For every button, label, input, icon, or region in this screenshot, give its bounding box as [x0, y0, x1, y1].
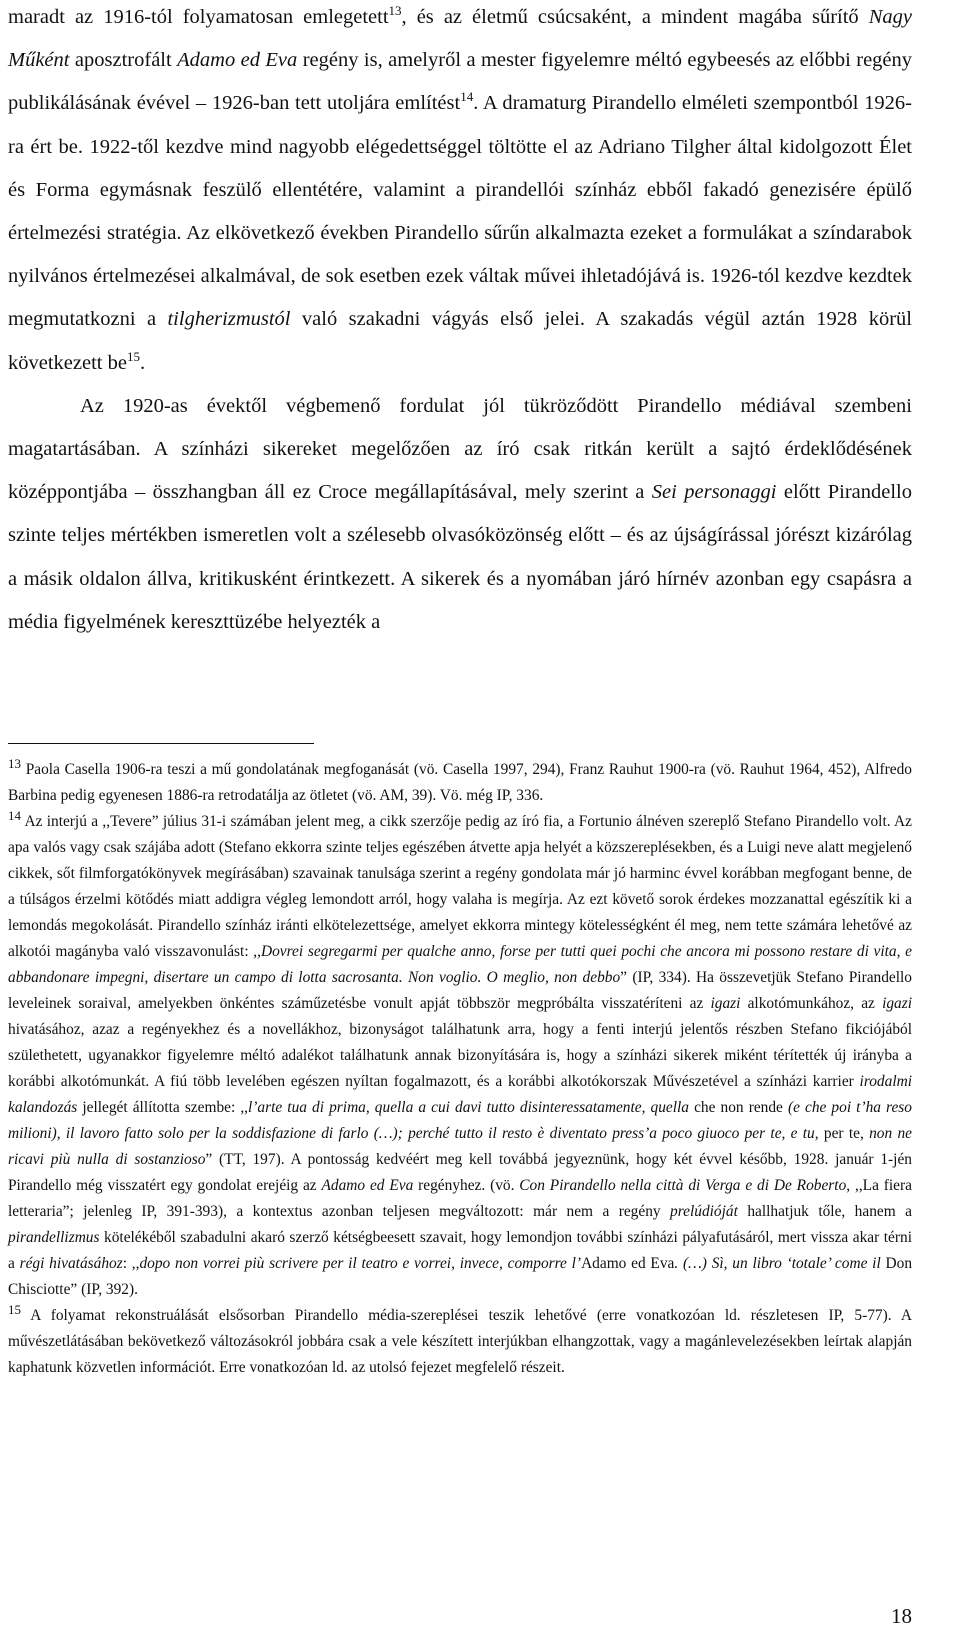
text-run: kötelékéből szabadulni akaró szerző kétségbeesett szavait, hogy lemondjon további színházi pályafutásáról, mert vissza akar térni a — [8, 1229, 912, 1272]
text-run: hallhatjuk tőle, hanem a — [737, 1203, 912, 1220]
text-run: alkotómunkához, az — [740, 995, 883, 1012]
footnotes — [8, 757, 912, 1381]
text-run: regény is, amelyről a mester figyelemre méltó egybeesés az előbbi regény publikálásának évével – 1926-ban tett utoljára említést — [8, 49, 913, 115]
text-run: che non rende — [689, 1099, 788, 1116]
text-run: hivatásához, azaz a regényekhez és a novellákhoz, bizonyságot találhatunk arra, hogy a fenti interjú jelentős részben Stefano fikciójából születhetett, ugyanakkor figyelemre méltó adalékot találhatunk annak bizonyítására is, hogy a színházi sikerek miként térítették új irányba a korábbi alkotómunkát. A fiú több levelében egészen nyíltan fogalmazott, és a korábbi alkotókorszak Művészetével a színházi karrier — [8, 1021, 912, 1090]
text-run: per te, — [818, 1125, 870, 1142]
italic-run: (e che poi t’ha reso milioni), il lavoro fatto solo per la soddisfazione di farlo (…); perché tutto il resto è diventato press’a poco giuoco per te, e tu, — [8, 1099, 912, 1142]
text-run: Az interjú a ,,Tevere” július 31-i számában jelent meg, a cikk szerzője pedig az író fia, a Fortunio álnéven szereplő Stefano Pirandello volt. Az apa valós vagy csak szájába adott (Stefano ekkorra szinte teljes egészében átvette apja helyét a közszereplésekben, és a Luigi neve alatt megjelenő cikkek, sőt filmforgatókönyvek megírásában) szavainak tanulsága szerint a regény gondolata már jó harminc évvel korábban megfogant benne, de a túlságos érzelmi kötődés miatt addigra végleg lemondott arról, hogy valaha is megírja. Az ezt követő sorok érdekes mozzanattal egészítik ki a lemondás megokolását. Pirandello színház iránti elkötelezettsége, amelyet ekkorra mintegy kötelességként él meg, nem tette számára lehetővé az alkotói magányba való visszavonulást: ,, — [8, 813, 912, 960]
footnote-mark: 15 — [8, 1301, 21, 1317]
italic-run: Con Pirandello nella città di Verga e di De Roberto — [519, 1177, 847, 1194]
footnote-separator — [8, 743, 314, 744]
text-run: jellegét állította szembe: ,, — [77, 1099, 249, 1116]
text-run: Adamo ed Eva — [581, 1255, 675, 1272]
footnote-14 — [8, 809, 912, 1303]
text-run: aposztrofált — [69, 49, 178, 72]
body-text — [8, 0, 912, 644]
page-number: 18 — [891, 1604, 912, 1628]
footnote-mark: 13 — [8, 755, 21, 771]
text-run: előtt Pirandello szinte teljes mértékben ismeretlen volt a szélesebb olvasóközönség előtt – és az újságírással jórészt kizárólag a másik oldalon állva, kritikusként érintkezett. A sikerek és a nyomában járó hírnév azonban egy csapásra a média figyelmének kereszttüzébe helyezték a — [8, 481, 913, 633]
paragraph-1 — [8, 0, 912, 385]
text-run: való szakadni vágyás első jelei. A szakadás végül aztán 1928 körül következett be — [8, 308, 913, 374]
text-run: regényhez. (vö. — [413, 1177, 520, 1194]
italic-run: dopo non vorrei più scrivere per il teatro e vorrei, invece, comporre l’ — [139, 1255, 582, 1272]
text-run: ” (IP, 334). Ha összevetjük Stefano Pirandello leveleinek soraival, amelyekben önkéntes száműzetésbe vonult apját többször megpróbálta visszatéríteni az — [8, 969, 913, 1012]
italic-run: tilgherizmustól — [167, 308, 291, 331]
footnote-text: A folyamat rekonstruálását elsősorban Pirandello média-szereplései teszik lehetővé (erre vonatkozóan ld. részletesen IP, 5-77). A művészetlátásában bekövetkező változásokról jobbára csak a vele készített interjúkban elhangzottak, vagy a magánlevelezésekben leírtak alapján kaphatunk közvetlen információt. Erre vonatkozóan ld. az utolsó fejezet megfelelő részeit. — [8, 1307, 912, 1376]
italic-run: régi hivatásához — [19, 1255, 123, 1272]
italic-run: Dovrei segregarmi per qualche anno, forse per tutti quei pochi che ancora mi possono restare di vita, e abbandonare impegni, disertare un campo di lotta sacrosanta. Non voglio. O meglio, non debbo — [8, 943, 912, 986]
italic-run: Adamo ed Eva — [321, 1177, 414, 1194]
text-run: maradt az 1916-tól folyamatosan emlegetett — [8, 6, 389, 28]
footnote-mark: 14 — [8, 807, 21, 823]
italic-run: Adamo ed Eva — [177, 49, 298, 72]
italic-run: non ne ricavi più nulla di sostanzioso — [8, 1125, 912, 1168]
footnote-15 — [8, 1303, 912, 1381]
text-run: Az 1920-as évektől végbemenő fordulat jól tükröződött Pirandello médiával szembeni magatartásában. A színházi sikereket megelőzően az író csak ritkán került a sajtó érdeklődésének középpontjába – összhangban áll ez Croce megállapításával, mely szerint a — [8, 394, 912, 504]
italic-run: prelúdióját — [670, 1203, 738, 1220]
text-run: , ,,La fiera letteraria”; jelenleg IP, 391-393), a kontextus azonban teljesen megváltozott: már nem a regény — [8, 1177, 912, 1220]
footnote-ref-13[interactable]: 13 — [388, 3, 402, 19]
italic-run: igazi — [882, 995, 912, 1012]
italic-run: l’arte tua di prima, quella a cui davi tutto disinteressatamente, quella — [248, 1099, 689, 1116]
italic-run: pirandellizmus — [8, 1229, 100, 1246]
italic-run: igazi — [710, 995, 741, 1012]
italic-run: Sei personaggi — [651, 481, 777, 504]
footnote-ref-14[interactable]: 14 — [460, 89, 474, 105]
text-run: . — [139, 351, 146, 374]
text-run: . A dramaturg Pirandello elméleti szempontból 1926-ra ért be. 1922-től kezdve mind nagyobb elégedettséggel töltötte el az Adriano Tilgher által kidolgozott Élet és Forma egymásnak feszülő ellentétére, valamint a pirandellói színház ebből fakadó genezisére épülő értelmezési stratégia. Az elkövetkező években Pirandello sűrűn alkalmazta ezeket a formulákat a színdarabok nyilvános értelmezései alkalmával, de sok esetben ezek váltak művei ihletadójává is. 1926-tól kezdve kezdtek megmutatkozni a — [8, 92, 912, 331]
paragraph-2 — [8, 385, 912, 644]
text-run: : ,, — [122, 1255, 140, 1272]
italic-run: irodalmi kalandozás — [8, 1073, 912, 1116]
footnote-text: Paola Casella 1906-ra teszi a mű gondolatának megfoganását (vö. Casella 1997, 294), Franz Rauhut 1900-ra (vö. Rauhut 1964, 452), Alfredo Barbina pedig egyenesen 1886-ra retrodatálja az ötletet (vö. AM, 39). Vö. még IP, 336. — [8, 761, 912, 804]
footnote-13 — [8, 757, 912, 809]
text-run: ” (TT, 197). A pontosság kedvéért meg kell továbbá jegyeznünk, hogy két évvel később, 1928. január 1-jén Pirandello még visszatért egy gondolat erejéig az — [8, 1151, 912, 1194]
text-run: Don Chisciotte” (IP, 392). — [8, 1255, 913, 1298]
italic-run: Nagy Műként — [8, 6, 912, 72]
text-run: , és az életmű csúcsaként, a mindent magába sűrítő — [401, 6, 869, 28]
footnote-ref-15[interactable]: 15 — [126, 348, 140, 364]
italic-run: . (…) Sì, un libro ‘totale’ come il — [674, 1255, 881, 1272]
